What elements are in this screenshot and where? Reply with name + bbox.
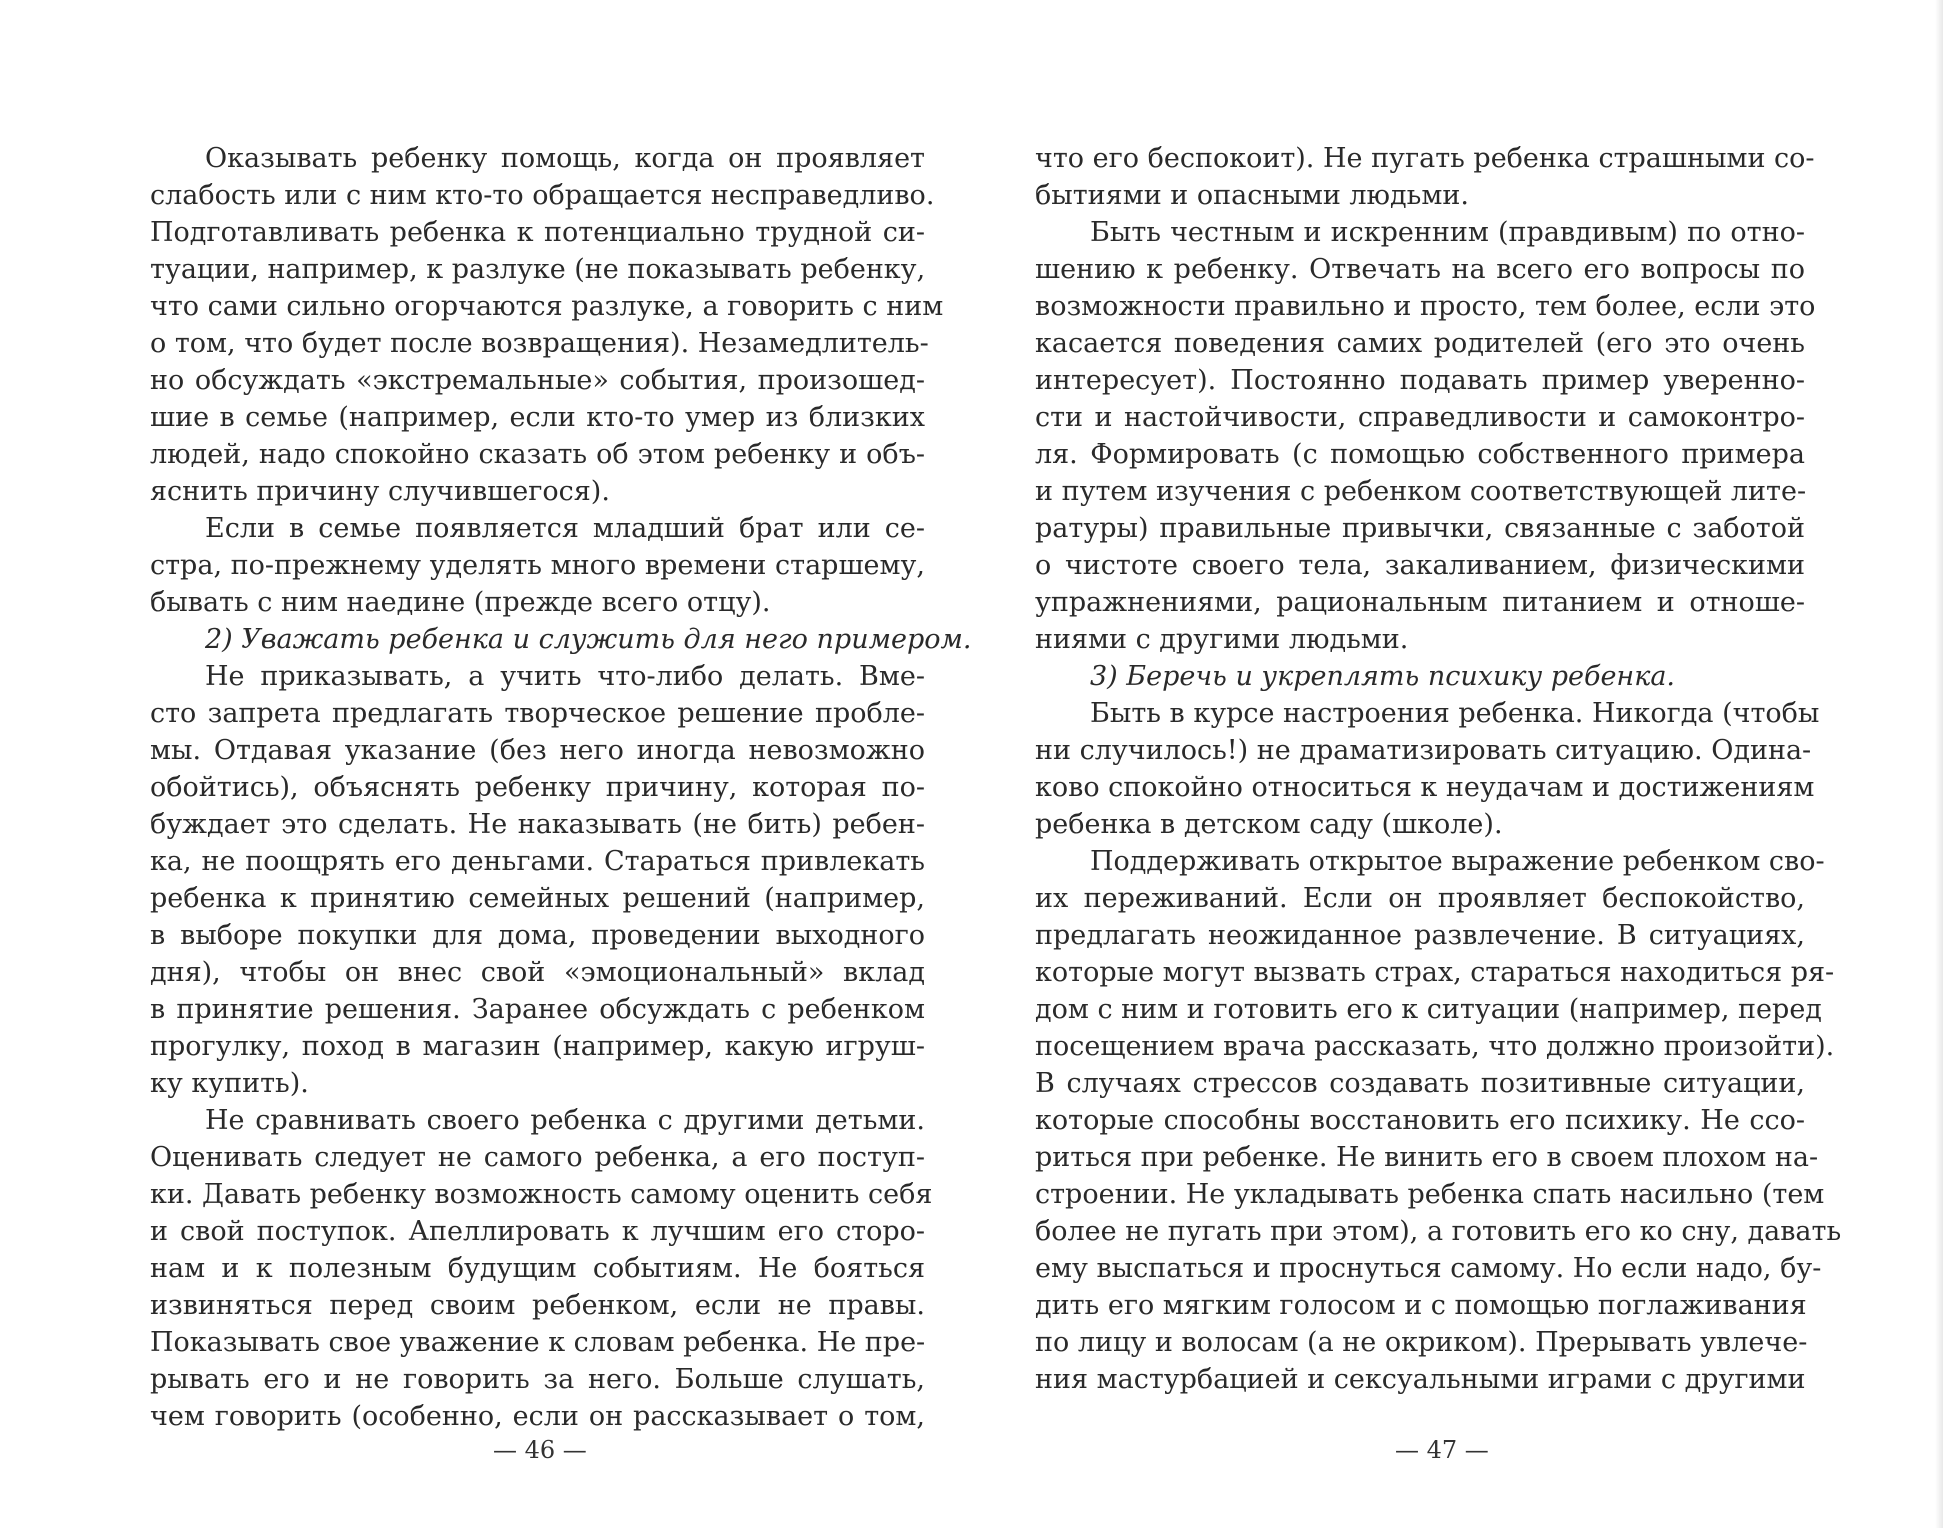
text-line: риться при ребенке. Не винить его в своем плохом на- [1035,1142,1819,1173]
right-page-text [1035,140,1842,1398]
text-line: их переживаний. Если он проявляет беспокойство, [1035,883,1805,914]
text-line: ки. Давать ребенку возможность самому оценить себя [150,1179,933,1210]
text-line: стра, по-прежнему уделять много времени старшему, [150,550,925,581]
text-line: ка, не поощрять его деньгами. Стараться привлекать [150,846,925,877]
text-line: яснить причину случившегося). [150,476,610,507]
text-line: дом с ним и готовить его к ситуации (например, перед [1035,994,1822,1025]
text-line: но обсуждать «экстремальные» события, произошед- [150,365,925,396]
text-line: ку купить). [150,1068,309,1099]
text-line: Оказывать ребенку помощь, когда он проявляет [205,143,925,174]
text-line: и свой поступок. Апеллировать к лучшим его сторо- [150,1216,925,1247]
text-line: которые способны восстановить его психику. Не ссо- [1035,1105,1805,1136]
text-line: Если в семье появляется младший брат или се- [205,513,925,544]
text-line: Оценивать следует не самого ребенка, а его поступ- [150,1142,925,1173]
text-line: Не приказывать, а учить что-либо делать. Вме- [205,661,925,692]
page-edge [1935,0,1943,1528]
text-line: ему выспаться и проснуться самому. Но если надо, бу- [1035,1253,1822,1284]
text-line: о чистоте своего тела, закаливанием, физическими [1035,550,1805,581]
text-line: нам и к полезным будущим событиям. Не бояться [150,1253,925,1284]
text-line: Быть в курсе настроения ребенка. Никогда (чтобы [1090,698,1820,729]
text-line: ратуры) правильные привычки, связанные с заботой [1035,513,1805,544]
text-line: извиняться перед своим ребенком, если не правы. [150,1290,925,1321]
page-number-47: — 47 — [1395,1436,1489,1464]
section-heading: 2) Уважать ребенка и служить для него примером. [205,624,972,655]
text-line: ния мастурбацией и сексуальными играми с другими [1035,1364,1806,1395]
text-line: Подготавливать ребенка к потенциально трудной си- [150,217,925,248]
text-line: в выборе покупки для дома, проведении выходного [150,920,925,951]
text-line: ково спокойно относиться к неудачам и достижениям [1035,772,1815,803]
text-line: касается поведения самих родителей (его это очень [1035,328,1805,359]
text-line: обойтись), объяснять ребенку причину, которая по- [150,772,925,803]
text-line: возможности правильно и просто, тем более, если это [1035,291,1816,322]
text-line: ниями с другими людьми. [1035,624,1409,655]
text-line: туации, например, к разлуке (не показывать ребенку, [150,254,926,285]
text-line: шие в семье (например, если кто-то умер из близких [150,402,925,433]
text-line: В случаях стрессов создавать позитивные ситуации, [1035,1068,1805,1099]
text-line: слабость или с ним кто-то обращается несправедливо. [150,180,935,211]
text-line: прогулку, поход в магазин (например, какую игруш- [150,1031,925,1062]
text-line: что его беспокоит). Не пугать ребенка страшными со- [1035,143,1815,174]
text-line: буждает это сделать. Не наказывать (не бить) ребен- [150,809,925,840]
text-line: ля. Формировать (с помощью собственного примера [1035,439,1805,470]
page-number-46: — 46 — [493,1436,587,1464]
section-heading: 3) Беречь и укреплять психику ребенка. [1090,661,1676,692]
text-line: предлагать неожиданное развлечение. В ситуациях, [1035,920,1805,951]
text-line: строении. Не укладывать ребенка спать насильно (тем [1035,1179,1825,1210]
text-line: интересует). Постоянно подавать пример увереннo- [1035,365,1805,396]
text-line: сти и настойчивости, справедливости и самоконтро- [1035,402,1805,433]
text-line: более не пугать при этом), а готовить его ко сну, давать [1035,1216,1842,1247]
text-line: ребенка в детском саду (школе). [1035,809,1503,840]
text-line: бытиями и опасными людьми. [1035,180,1469,211]
text-line: ни случилось!) не драматизировать ситуацию. Одина- [1035,735,1812,766]
text-line: ребенка к принятию семейных решений (например, [150,883,925,914]
text-line: и путем изучения с ребенком соответствующей лите- [1035,476,1807,507]
text-line: по лицу и волосам (а не окриком). Прерывать увлече- [1035,1327,1808,1358]
text-line: упражнениями, рациональным питанием и отноше- [1035,587,1805,618]
text-line: которые могут вызвать страх, стараться находиться ря- [1035,957,1835,988]
text-line: дить его мягким голосом и с помощью поглаживания [1035,1290,1807,1321]
text-line: Быть честным и искренним (правдивым) по отно- [1090,217,1805,248]
text-line: рывать его и не говорить за него. Больше слушать, [150,1364,925,1395]
text-line: о том, что будет после возвращения). Незамедлитель- [150,328,929,359]
text-line: мы. Отдавая указание (без него иногда невозможно [150,735,925,766]
text-line: чем говорить (особенно, если он рассказывает о том, [150,1401,925,1432]
text-line: людей, надо спокойно сказать об этом ребенку и объ- [150,439,925,470]
text-line: дня), чтобы он внес свой «эмоциональный» вклад [150,957,925,988]
text-line: что сами сильно огорчаются разлуке, а говорить с ним [150,291,944,322]
text-line: Поддерживать открытое выражение ребенком сво- [1090,846,1825,877]
text-line: бывать с ним наедине (прежде всего отцу). [150,587,771,618]
text-line: Не сравнивать своего ребенка с другими детьми. [205,1105,925,1136]
text-line: посещением врача рассказать, что должно произойти). [1035,1031,1835,1062]
text-line: в принятие решения. Заранее обсуждать с ребенком [150,994,925,1025]
text-line: сто запрета предлагать творческое решение пробле- [150,698,925,729]
text-line: Показывать свое уважение к словам ребенка. Не пре- [150,1327,926,1358]
text-line: шению к ребенку. Отвечать на всего его вопросы по [1035,254,1805,285]
left-page-text [150,140,972,1435]
